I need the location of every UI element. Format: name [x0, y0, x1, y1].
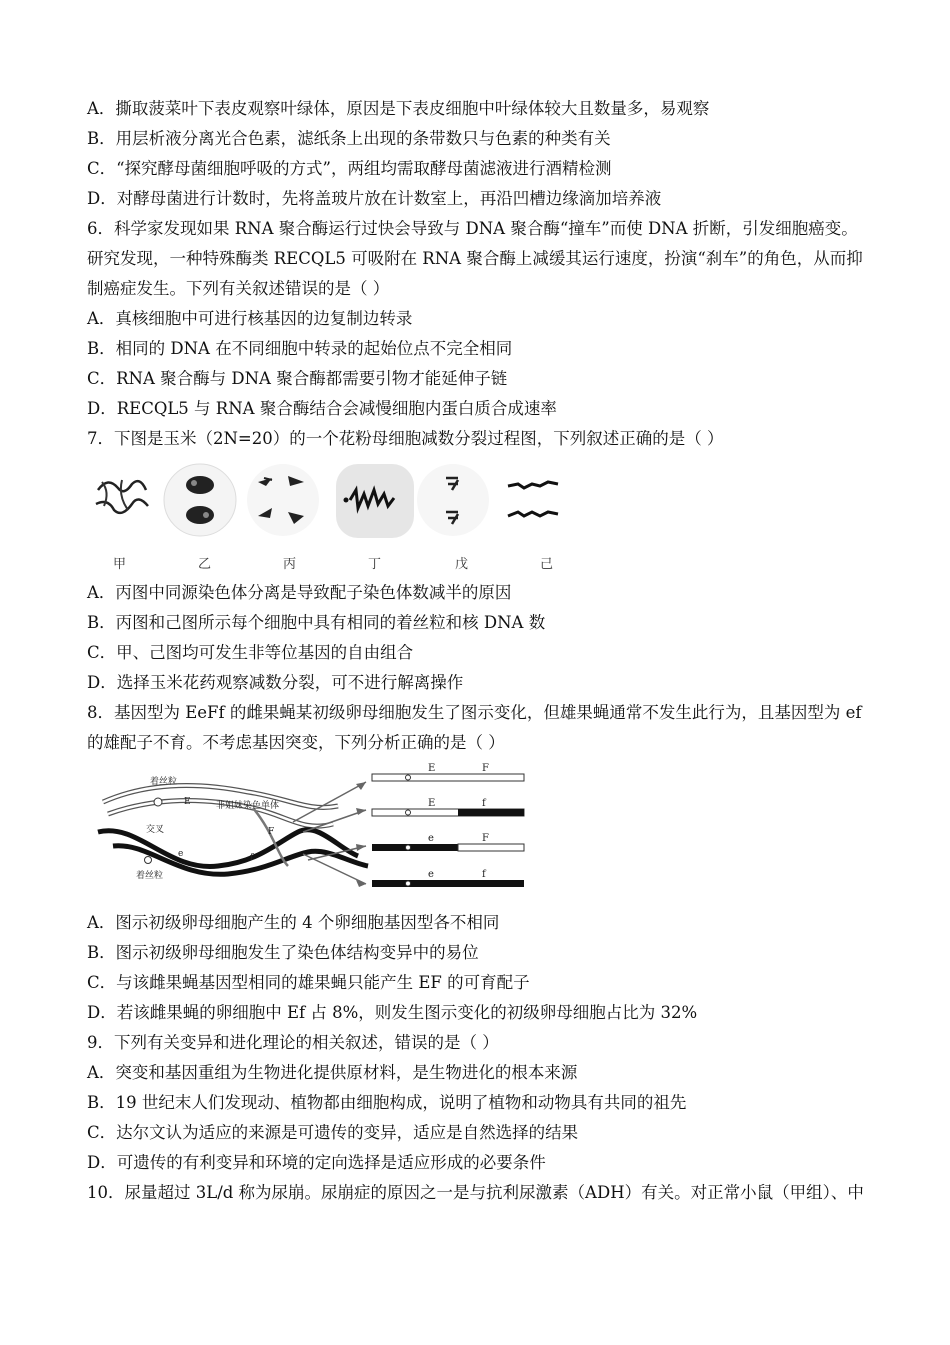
panel-jia-image	[96, 480, 148, 513]
label-nonsister-chromatid: 非姐妹染色单体	[216, 801, 280, 811]
q9-option-d: D．可遗传的有利变异和环境的定向选择是适应形成的必要条件	[87, 1153, 546, 1172]
chromatid-bar-1	[372, 763, 524, 781]
q8-option-c: C．与该雌果蝇基因型相同的雄果蝇只能产生 EF 的可育配子	[87, 973, 530, 992]
panel-yi-image	[164, 464, 236, 536]
q8-option-b: B．图示初级卵母细胞发生了染色体结构变异中的易位	[87, 943, 479, 962]
q6-option-a: A．真核细胞中可进行核基因的边复制边转录	[87, 309, 413, 328]
bar2-left-gene: E	[428, 798, 436, 809]
label-gene-f-left: f	[250, 853, 254, 863]
caption-yi: 乙	[198, 557, 212, 572]
panel-ding-image	[336, 464, 414, 538]
q6-stem-line3: 制癌症发生。下列有关叙述错误的是（ ）	[87, 279, 390, 298]
caption-jia: 甲	[113, 557, 127, 572]
q9-stem: 9．下列有关变异和进化理论的相关叙述，错误的是（ ）	[87, 1033, 499, 1052]
q7-option-c: C．甲、己图均可发生非等位基因的自由组合	[87, 643, 414, 662]
q9-option-c: C．达尔文认为适应的来源是可遗传的变异，适应是自然选择的结果	[87, 1123, 579, 1142]
panel-ji-image	[508, 482, 558, 516]
label-centromere-top: 着丝粒	[150, 777, 178, 787]
crossover-diagram-svg	[88, 762, 533, 900]
q8-stem-line1: 8．基因型为 EeFf 的雌果蝇某初级卵母细胞发生了图示变化，但雄果蝇通常不发生此行为，且基因型为 ef	[87, 703, 862, 722]
q7-option-a: A．丙图中同源染色体分离是导致配子染色体数减半的原因	[87, 583, 512, 602]
panel-wu-image	[417, 464, 489, 536]
q8-option-a: A．图示初级卵母细胞产生的 4 个卵细胞基因型各不相同	[87, 913, 500, 932]
q9-option-a: A．突变和基因重组为生物进化提供原材料，是生物进化的根本来源	[87, 1063, 578, 1082]
bar1-left-gene: E	[428, 763, 436, 774]
caption-ji: 己	[540, 557, 554, 572]
chromatid-bar-4	[372, 869, 524, 887]
q5-option-d: D．对酵母菌进行计数时，先将盖玻片放在计数室上，再沿凹槽边缘滴加培养液	[87, 189, 662, 208]
q7-stem: 7．下图是玉米（2N=20）的一个花粉母细胞减数分裂过程图，下列叙述正确的是（ ）	[87, 429, 724, 448]
chromatid-bar-2	[372, 798, 524, 816]
caption-ding: 丁	[368, 557, 382, 572]
q10-stem: 10．尿量超过 3L/d 称为尿崩。尿崩症的原因之一是与抗利尿激素（ADH）有关。对正常小鼠（甲组）、中	[87, 1183, 864, 1202]
q6-stem-line2: 研究发现，一种特殊酶类 RECQL5 可吸附在 RNA 聚合酶上减缓其运行速度，扮演“刹车”的角色，从而抑	[87, 249, 863, 268]
q8-option-d: D．若该雌果蝇的卵细胞中 Ef 占 8%，则发生图示变化的初级卵母细胞占比为 32%	[87, 1003, 698, 1022]
q6-option-d: D．RECQL5 与 RNA 聚合酶结合会减慢细胞内蛋白质合成速率	[87, 399, 557, 418]
chromatid-bar-3	[372, 833, 524, 851]
caption-wu: 戊	[455, 557, 469, 572]
q9-option-b: B．19 世纪末人们发现动、植物都由细胞构成，说明了植物和动物具有共同的祖先	[87, 1093, 687, 1112]
q7-option-d: D．选择玉米花药观察减数分裂，可不进行解离操作	[87, 673, 464, 692]
q7-option-b: B．丙图和己图所示每个细胞中具有相同的着丝粒和核 DNA 数	[87, 613, 546, 632]
bar3-right-gene: F	[482, 833, 489, 844]
q5-option-c: C．“探究酵母菌细胞呼吸的方式”，两组均需取酵母菌滤液进行酒精检测	[87, 159, 612, 178]
q8-stem-line2: 的雄配子不育。不考虑基因突变，下列分析正确的是（ ）	[87, 733, 505, 752]
meiosis-micrograph-svg	[88, 460, 568, 542]
label-crossover: 交叉	[146, 825, 165, 835]
q6-stem-line1: 6．科学家发现如果 RNA 聚合酶运行过快会导致与 DNA 聚合酶“撞车”而使 DNA 折断，引发细胞癌变。	[87, 219, 858, 238]
q6-option-c: C．RNA 聚合酶与 DNA 聚合酶都需要引物才能延伸子链	[87, 369, 508, 388]
q5-option-a: A．撕取菠菜叶下表皮观察叶绿体，原因是下表皮细胞中叶绿体较大且数量多，易观察	[87, 99, 710, 118]
bar4-left-gene: e	[428, 869, 434, 880]
bar1-right-gene: F	[482, 763, 489, 774]
label-centromere-bottom: 着丝粒	[136, 871, 164, 881]
q6-option-b: B．相同的 DNA 在不同细胞中转录的起始位点不完全相同	[87, 339, 513, 358]
bar2-right-gene: f	[482, 798, 486, 809]
bar3-left-gene: e	[428, 833, 434, 844]
bar4-right-gene: f	[482, 869, 486, 880]
label-gene-E-left: E	[184, 797, 191, 807]
label-gene-F-left: F	[268, 827, 275, 837]
caption-bing: 丙	[283, 557, 297, 572]
panel-bing-image	[247, 464, 319, 536]
q5-option-b: B．用层析液分离光合色素，滤纸条上出现的条带数只与色素的种类有关	[87, 129, 611, 148]
crossover-diagram	[88, 762, 533, 900]
label-gene-e-left: e	[178, 849, 184, 859]
meiosis-micrograph-figure	[88, 460, 568, 542]
